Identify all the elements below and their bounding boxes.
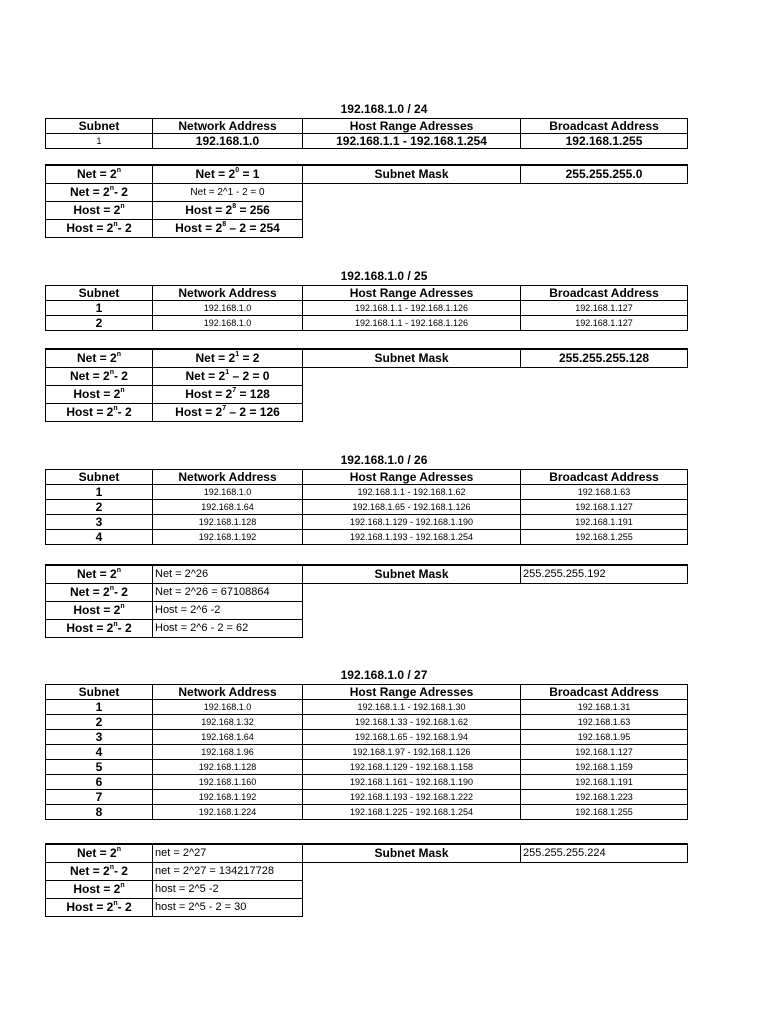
table-row	[46, 301, 688, 316]
subnet-mask-value: 255.255.255.192	[521, 565, 688, 584]
network-address: 192.168.1.0	[153, 301, 303, 316]
host-range: 192.168.1.225 - 192.168.1.254	[303, 805, 521, 820]
host-range: 192.168.1.1 - 192.168.1.126	[303, 301, 521, 316]
header-subnet: Subnet	[46, 470, 153, 485]
formula-row-host	[46, 881, 688, 899]
formula-label-host-minus: Host = $2^n-$ 2	[46, 620, 153, 638]
broadcast-address: 192.168.1.191	[521, 775, 688, 790]
formula-value-net-minus: Net = $2^1 - 2 = 0$	[153, 368, 303, 386]
header-subnet: Subnet	[46, 286, 153, 301]
subnet-number: 3	[46, 515, 153, 530]
host-range: 192.168.1.129 - 192.168.1.158	[303, 760, 521, 775]
subnet-number: 5	[46, 760, 153, 775]
table-row	[46, 515, 688, 530]
formula-label-host-minus: Host = $2^n-$ 2	[46, 220, 153, 238]
subnet-number: 8	[46, 805, 153, 820]
table-row	[46, 730, 688, 745]
formula-label-host: Host = $2^n$	[46, 202, 153, 220]
host-range: 192.168.1.65 - 192.168.1.94	[303, 730, 521, 745]
table-header-row	[46, 119, 688, 134]
formula-row-host-minus	[46, 220, 688, 238]
subnet-number: 3	[46, 730, 153, 745]
formula-label-host: Host = $2^n$	[46, 881, 153, 899]
subnet-number: 1	[46, 700, 153, 715]
subnet-number: 1	[46, 301, 153, 316]
host-range: 192.168.1.193 - 192.168.1.254	[303, 530, 521, 545]
subnet-mask-label: Subnet Mask	[303, 165, 521, 184]
formula-label-net-minus: Net = $2^n-$ 2	[46, 863, 153, 881]
formula-value-net-minus: Net = 2^1 - 2 = 0	[153, 184, 303, 202]
table-row	[46, 134, 688, 149]
header-broadcast: Broadcast Address	[521, 119, 688, 134]
formula-table-27	[45, 843, 688, 917]
host-range: 192.168.1.193 - 192.168.1.222	[303, 790, 521, 805]
network-address: 192.168.1.0	[153, 485, 303, 500]
network-address: 192.168.1.160	[153, 775, 303, 790]
header-network-address: Network Address	[153, 286, 303, 301]
broadcast-address: 192.168.1.255	[521, 530, 688, 545]
formula-value-host: Host = 2^6 -2	[153, 602, 303, 620]
formula-value-host-minus: host = 2^5 - 2 = 30	[153, 899, 303, 917]
header-host-range: Host Range Adresses	[303, 685, 521, 700]
network-address: 192.168.1.96	[153, 745, 303, 760]
subnet-number: 2	[46, 316, 153, 331]
subnet-table-24	[45, 118, 688, 149]
broadcast-address: 192.168.1.159	[521, 760, 688, 775]
formula-value-host: Host = $2^8 = 256$	[153, 202, 303, 220]
header-host-range: Host Range Adresses	[303, 470, 521, 485]
header-network-address: Network Address	[153, 685, 303, 700]
formula-row-net-minus	[46, 184, 688, 202]
subnet-mask-value: 255.255.255.224	[521, 844, 688, 863]
table-row	[46, 700, 688, 715]
subnet-mask-label: Subnet Mask	[303, 565, 521, 584]
host-range: 192.168.1.1 - 192.168.1.254	[303, 134, 521, 149]
host-range: 192.168.1.1 - 192.168.1.30	[303, 700, 521, 715]
table-row	[46, 745, 688, 760]
subnet-mask-label: Subnet Mask	[303, 844, 521, 863]
broadcast-address: 192.168.1.127	[521, 500, 688, 515]
formula-value-net: Net = 2^26	[153, 565, 303, 584]
formula-label-net: Net = $2^n$	[46, 565, 153, 584]
formula-label-host: Host = $2^n$	[46, 386, 153, 404]
formula-label-net-minus: Net = $2^n-$ 2	[46, 584, 153, 602]
subnet-table-27	[45, 684, 688, 820]
network-address: 192.168.1.0	[153, 134, 303, 149]
broadcast-address: 192.168.1.127	[521, 745, 688, 760]
network-address: 192.168.1.128	[153, 760, 303, 775]
formula-row-host	[46, 202, 688, 220]
formula-table-26	[45, 564, 688, 638]
header-subnet: Subnet	[46, 685, 153, 700]
host-range: 192.168.1.1 - 192.168.1.62	[303, 485, 521, 500]
formula-row-net	[46, 165, 688, 184]
formula-label-host-minus: Host = $2^n-$ 2	[46, 899, 153, 917]
host-range: 192.168.1.65 - 192.168.1.126	[303, 500, 521, 515]
broadcast-address: 192.168.1.255	[521, 805, 688, 820]
host-range: 192.168.1.97 - 192.168.1.126	[303, 745, 521, 760]
formula-table-24	[45, 164, 688, 238]
table-row	[46, 775, 688, 790]
network-address: 192.168.1.224	[153, 805, 303, 820]
broadcast-address: 192.168.1.255	[521, 134, 688, 149]
formula-value-host: host = 2^5 -2	[153, 881, 303, 899]
table-row	[46, 530, 688, 545]
formula-label-host: Host = $2^n$	[46, 602, 153, 620]
subnet-number: 4	[46, 530, 153, 545]
formula-label-net-minus: Net = $2^n-$ 2	[46, 184, 153, 202]
network-address: 192.168.1.128	[153, 515, 303, 530]
table-row	[46, 316, 688, 331]
formula-value-host-minus: Host = 2^6 - 2 = 62	[153, 620, 303, 638]
formula-value-net: net = 2^27	[153, 844, 303, 863]
broadcast-address: 192.168.1.223	[521, 790, 688, 805]
subnet-mask-label: Subnet Mask	[303, 349, 521, 368]
host-range: 192.168.1.1 - 192.168.1.126	[303, 316, 521, 331]
table-row	[46, 805, 688, 820]
broadcast-address: 192.168.1.63	[521, 485, 688, 500]
formula-label-net-minus: Net = $2^n-$ 2	[46, 368, 153, 386]
network-address: 192.168.1.192	[153, 530, 303, 545]
formula-value-net: Net = $2^1 = 2$	[153, 349, 303, 368]
table-row	[46, 715, 688, 730]
formula-value-host-minus: Host = $2^8 - 2 = 254$	[153, 220, 303, 238]
header-host-range: Host Range Adresses	[303, 286, 521, 301]
formula-row-host-minus	[46, 404, 688, 422]
broadcast-address: 192.168.1.95	[521, 730, 688, 745]
formula-value-net: Net = $2^0 = 1$	[153, 165, 303, 184]
network-address: 192.168.1.0	[153, 316, 303, 331]
table-row	[46, 500, 688, 515]
block-title-27: 192.168.1.0 / 27	[340, 668, 428, 682]
host-range: 192.168.1.129 - 192.168.1.190	[303, 515, 521, 530]
table-header-row	[46, 470, 688, 485]
network-address: 192.168.1.192	[153, 790, 303, 805]
table-row	[46, 790, 688, 805]
formula-row-net-minus	[46, 368, 688, 386]
network-address: 192.168.1.64	[153, 730, 303, 745]
broadcast-address: 192.168.1.63	[521, 715, 688, 730]
formula-label-net: Net = $2^n$	[46, 844, 153, 863]
formula-row-net	[46, 565, 688, 584]
formula-row-host	[46, 386, 688, 404]
table-row	[46, 485, 688, 500]
subnet-number: 1	[46, 485, 153, 500]
subnet-number: 6	[46, 775, 153, 790]
block-title-24: 192.168.1.0 / 24	[340, 102, 428, 116]
host-range: 192.168.1.33 - 192.168.1.62	[303, 715, 521, 730]
header-network-address: Network Address	[153, 119, 303, 134]
formula-row-net-minus	[46, 863, 688, 881]
formula-row-net-minus	[46, 584, 688, 602]
subnet-table-26	[45, 469, 688, 545]
formula-label-net: Net = $2^n$	[46, 165, 153, 184]
block-title-26: 192.168.1.0 / 26	[340, 453, 428, 467]
network-address: 192.168.1.64	[153, 500, 303, 515]
network-address: 192.168.1.0	[153, 700, 303, 715]
block-title-25: 192.168.1.0 / 25	[340, 269, 428, 283]
subnet-mask-value: 255.255.255.128	[521, 349, 688, 368]
header-broadcast: Broadcast Address	[521, 286, 688, 301]
table-header-row	[46, 286, 688, 301]
header-host-range: Host Range Adresses	[303, 119, 521, 134]
header-subnet: Subnet	[46, 119, 153, 134]
subnet-number: 2	[46, 715, 153, 730]
header-broadcast: Broadcast Address	[521, 470, 688, 485]
formula-value-host-minus: Host = $2^7 - 2 = 126$	[153, 404, 303, 422]
formula-value-net-minus: net = 2^27 = 134217728	[153, 863, 303, 881]
header-broadcast: Broadcast Address	[521, 685, 688, 700]
broadcast-address: 192.168.1.31	[521, 700, 688, 715]
formula-row-net	[46, 349, 688, 368]
broadcast-address: 192.168.1.127	[521, 301, 688, 316]
host-range: 192.168.1.161 - 192.168.1.190	[303, 775, 521, 790]
broadcast-address: 192.168.1.191	[521, 515, 688, 530]
table-row	[46, 760, 688, 775]
formula-row-host-minus	[46, 620, 688, 638]
formula-value-host: Host = $2^7 = 128$	[153, 386, 303, 404]
broadcast-address: 192.168.1.127	[521, 316, 688, 331]
network-address: 192.168.1.32	[153, 715, 303, 730]
subnet-number: 1	[46, 134, 153, 149]
subnet-number: 7	[46, 790, 153, 805]
formula-row-host-minus	[46, 899, 688, 917]
subnet-table-25	[45, 285, 688, 331]
formula-label-net: Net = $2^n$	[46, 349, 153, 368]
subnet-number: 4	[46, 745, 153, 760]
formula-value-net-minus: Net = 2^26 = 67108864	[153, 584, 303, 602]
subnet-number: 2	[46, 500, 153, 515]
formula-row-net	[46, 844, 688, 863]
table-header-row	[46, 685, 688, 700]
formula-table-25	[45, 348, 688, 422]
formula-label-host-minus: Host = $2^n-$ 2	[46, 404, 153, 422]
formula-row-host	[46, 602, 688, 620]
subnet-mask-value: 255.255.255.0	[521, 165, 688, 184]
header-network-address: Network Address	[153, 470, 303, 485]
